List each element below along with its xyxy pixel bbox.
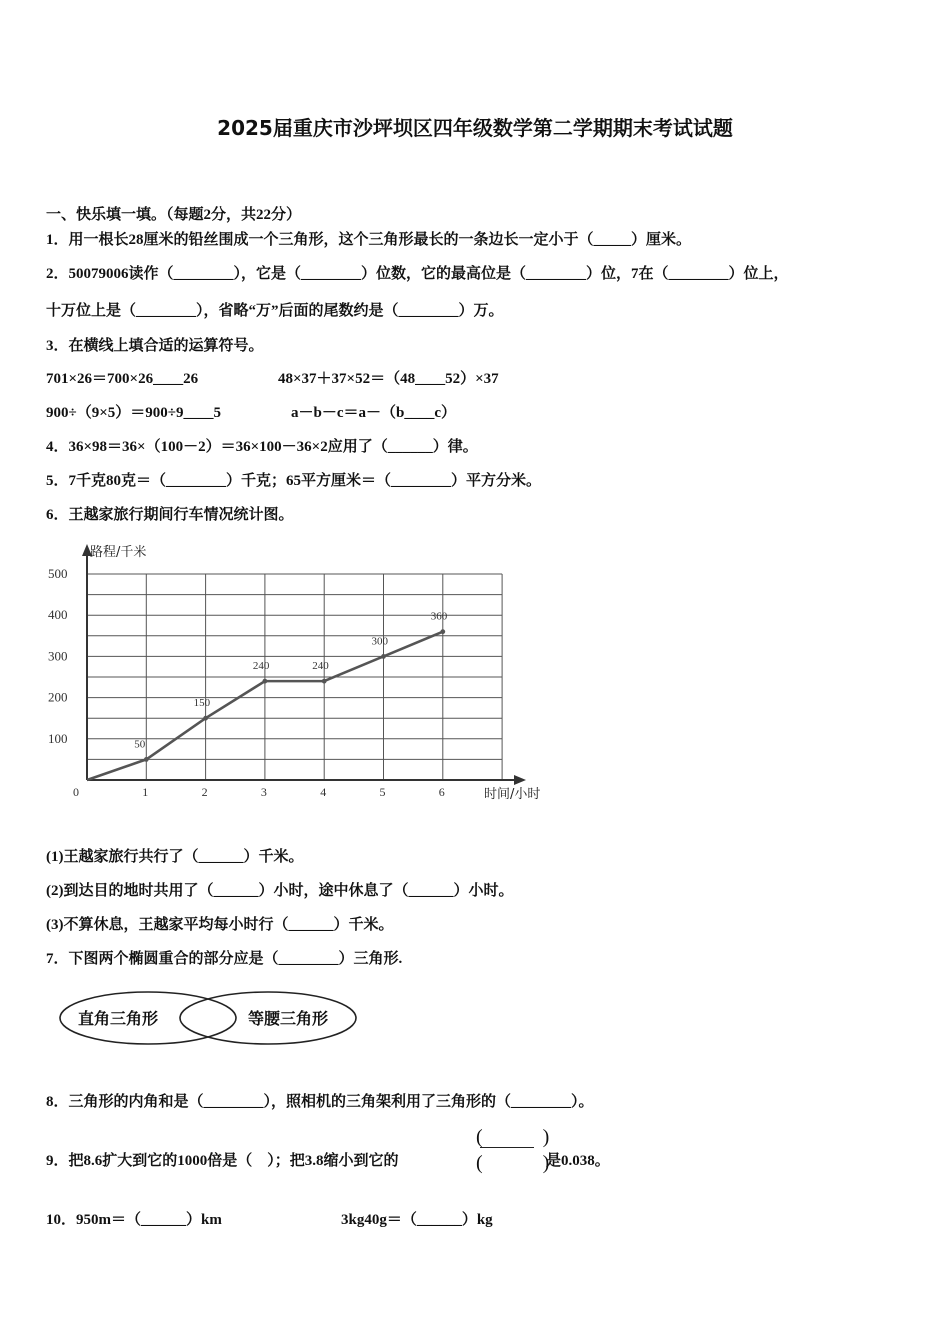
section-1-heading: 一、快乐填一填。（每题2分，共22分）: [46, 207, 302, 223]
data-point: [144, 757, 149, 762]
y-axis-title: 路程/千米: [90, 545, 147, 560]
question-10-part-1: 10．950m＝（______）km: [46, 1212, 222, 1228]
data-label: 360: [430, 610, 448, 623]
data-point: [203, 716, 208, 721]
travel-line-chart: [40, 538, 570, 808]
fraction-denominator-blank: ( ): [476, 1152, 550, 1174]
data-label: 240: [312, 660, 329, 673]
question-3-item-a: 701×26＝700×26____26: [46, 371, 199, 387]
question-4: 4．36×98＝36×（100－2）＝36×100－36×2应用了（______）律。: [46, 439, 478, 455]
question-6-part-2: (2)到达目的地时共用了（______）小时，途中休息了（______）小时。: [46, 883, 514, 899]
data-label: 150: [193, 697, 211, 710]
question-9-fraction: [476, 1122, 550, 1174]
question-7: 7．下图两个椭圆重合的部分应是（________）三角形.: [46, 951, 403, 967]
x-tick-label: 5: [379, 785, 386, 799]
y-tick-label: 100: [48, 730, 68, 746]
x-tick-label: 0: [73, 785, 79, 799]
question-6-part-3: (3)不算休息，王越家平均每小时行（______）千米。: [46, 917, 394, 933]
right-ellipse-label: 等腰三角形: [248, 1009, 329, 1028]
x-axis-arrow-icon: [514, 775, 526, 785]
data-label: 300: [371, 635, 388, 648]
x-tick-label: 1: [142, 785, 149, 799]
x-tick-label: 4: [320, 785, 327, 799]
question-5: 5．7千克80克＝（________）千克；65平方厘米＝（________）平方分米。: [46, 473, 542, 489]
question-8: 8．三角形的内角和是（________），照相机的三角架利用了三角形的（________）。: [46, 1094, 594, 1110]
y-tick-label: 300: [48, 648, 68, 664]
question-3-item-b: 48×37＋37×52＝（48____52）×37: [278, 371, 499, 387]
question-9-part-2: 是0.038。: [546, 1153, 610, 1169]
left-ellipse-label: 直角三角形: [78, 1009, 159, 1028]
chart-ticks: [48, 566, 445, 799]
question-1: 1．用一根长28厘米的铅丝围成一个三角形，这个三角形最长的一条边长一定小于（_____）厘米。: [46, 232, 692, 248]
data-label: 240: [252, 660, 270, 673]
question-10-part-2: 3kg40g＝（______）kg: [341, 1212, 493, 1228]
question-3: 3．在横线上填合适的运算符号。: [46, 338, 264, 354]
x-tick-label: 6: [438, 785, 445, 799]
data-point: [263, 679, 268, 684]
data-label: 50: [134, 738, 146, 751]
chart-axes: [82, 544, 526, 785]
y-tick-label: 500: [48, 566, 68, 581]
chart-grid: [87, 574, 502, 780]
question-2-line-1: 2．50079006读作（________），它是（________）位数，它的最高位是（________）位，7在（________）位上，: [46, 266, 789, 282]
question-6-part-1: (1)王越家旅行共行了（______）千米。: [46, 849, 304, 865]
question-3-item-d: a－b－c＝a－（b____c）: [291, 405, 457, 421]
x-tick-label: 3: [260, 785, 267, 799]
y-tick-label: 200: [48, 689, 68, 705]
fraction-numerator-blank: ( ): [476, 1126, 550, 1148]
page-title: 2025届重庆市沙坪坝区四年级数学第二学期期末考试试题: [217, 116, 733, 140]
venn-diagram: [56, 988, 366, 1050]
question-3-item-c: 900÷（9×5）＝900÷9____5: [46, 405, 222, 421]
data-point: [381, 654, 386, 659]
x-axis-title: 时间/小时: [484, 787, 541, 802]
question-6: 6．王越家旅行期间行车情况统计图。: [46, 507, 294, 523]
question-2-line-2: 十万位上是（________），省略“万”后面的尾数约是（________）万。: [46, 303, 504, 319]
x-tick-label: 2: [201, 785, 208, 799]
data-point: [440, 629, 445, 634]
y-tick-label: 400: [48, 607, 68, 623]
data-point: [322, 679, 327, 684]
question-9-part-1: 9．把8.6扩大到它的1000倍是（ ）；把3.8缩小到它的: [46, 1153, 399, 1169]
